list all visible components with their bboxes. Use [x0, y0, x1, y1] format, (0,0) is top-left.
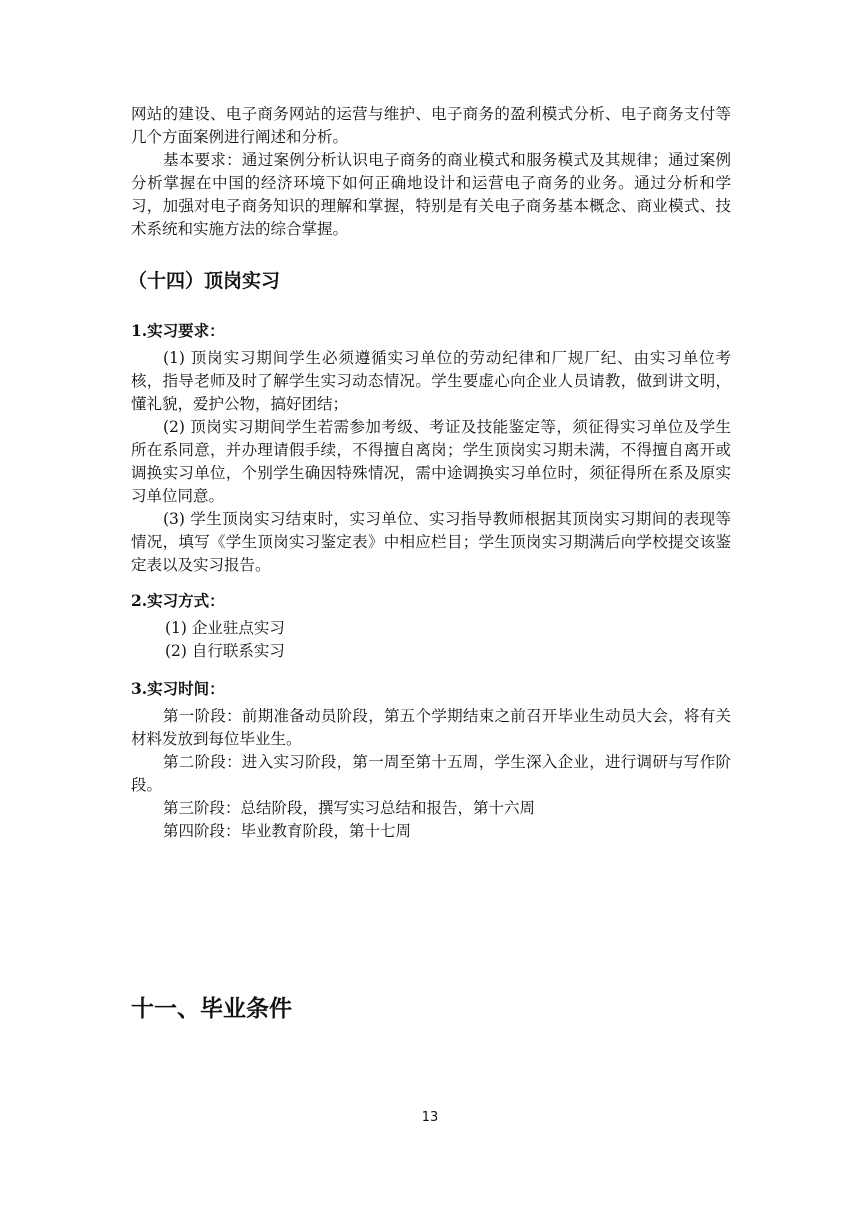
- mode-item-2: (2) 自行联系实习: [165, 642, 285, 660]
- internship-mode-heading: 2.实习方式：: [131, 591, 225, 610]
- internship-requirements-heading: 1.实习要求：: [131, 321, 225, 340]
- mode-item-1: (1) 企业驻点实习: [165, 619, 285, 637]
- page-number: 13: [421, 1110, 439, 1125]
- basic-requirements-paragraph: 基本要求：通过案例分析认识电子商务的商业模式和服务模式及其规律；通过案例分析掌握在中国的经济环境下如何正确地设计和运营电子商务的业务。通过分析和学习，加强对电子商务知识的理解和掌握，特别是有关电子商务基本概念、商业模式、技术系统和实施方法的综合掌握。: [131, 151, 731, 238]
- intro-continuation: 网站的建设、电子商务网站的运营与维护、电子商务的盈利模式分析、电子商务支付等几个方面案例进行阐述和分析。: [131, 105, 731, 146]
- time-stage-1: 第一阶段：前期准备动员阶段，第五个学期结束之前召开毕业生动员大会，将有关材料发放到每位毕业生。: [131, 707, 731, 748]
- requirement-item-3: (3) 学生顶岗实习结束时，实习单位、实习指导教师根据其顶岗实习期间的表现等情况，填写《学生顶岗实习鉴定表》中相应栏目；学生顶岗实习期满后向学校提交该鉴定表以及实习报告。: [131, 510, 731, 574]
- requirement-item-2: (2) 顶岗实习期间学生若需参加考级、考证及技能鉴定等，须征得实习单位及学生所在系同意，并办理请假手续，不得擅自离岗；学生顶岗实习期未满，不得擅自离开或调换实习单位，个别学生确因特殊情况，需中途调换实习单位时，须征得所在系及原实习单位同意。: [131, 418, 731, 505]
- time-stage-2: 第二阶段：进入实习阶段，第一周至第十五周，学生深入企业，进行调研与写作阶段。: [131, 753, 731, 794]
- internship-time-heading: 3.实习时间：: [131, 679, 225, 698]
- chapter-heading-graduation: 十一、毕业条件: [131, 995, 292, 1022]
- requirement-item-1: (1) 顶岗实习期间学生必须遵循实习单位的劳动纪律和厂规厂纪、由实习单位考核，指导老师及时了解学生实习动态情况。学生要虚心向企业人员请教，做到讲文明，懂礼貌，爱护公物，搞好团结；: [131, 349, 731, 413]
- section-heading-internship: （十四）顶岗实习: [128, 270, 281, 292]
- time-stage-3: 第三阶段：总结阶段，撰写实习总结和报告，第十六周: [163, 799, 536, 817]
- time-stage-4: 第四阶段：毕业教育阶段，第十七周: [163, 822, 412, 840]
